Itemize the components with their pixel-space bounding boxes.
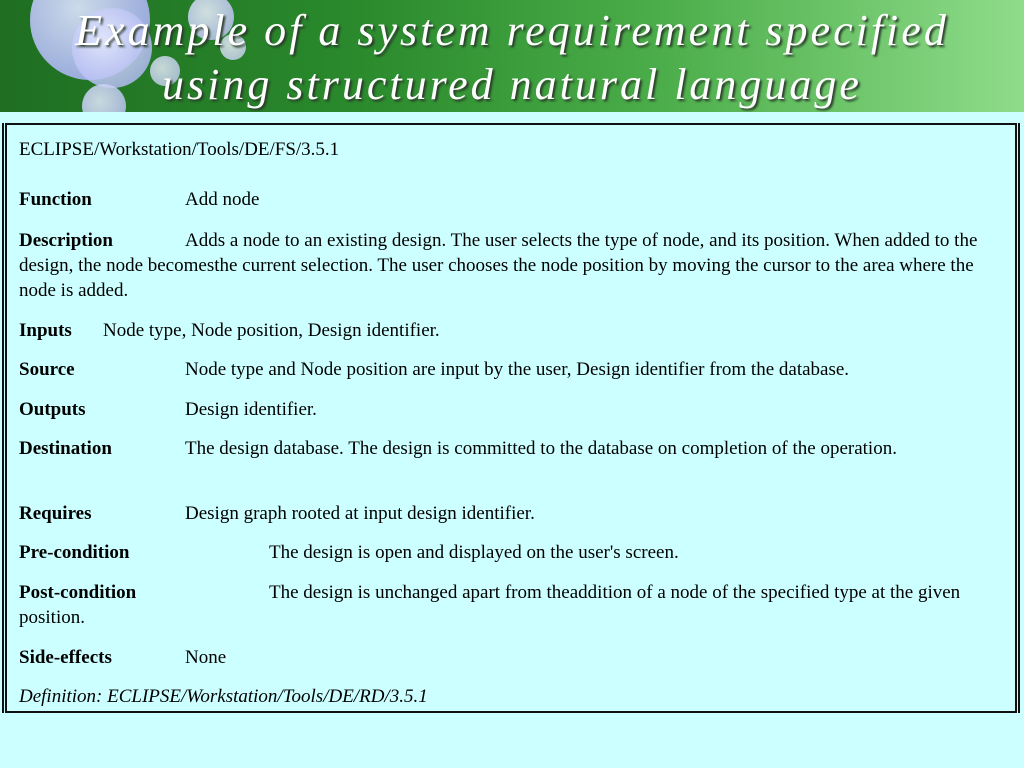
spec-value: Add node [185,189,260,210]
spec-label: Side-effects [19,647,112,668]
title-banner [0,0,1024,112]
spec-id: ECLIPSE/Workstation/Tools/DE/FS/3.5.1 [19,139,340,160]
spec-label: Inputs [19,320,72,341]
spec-label: Requires [19,503,92,524]
spec-label: Function [19,189,92,210]
spec-row-outputs [7,397,1015,422]
spec-value: Design graph rooted at input design identifier. [185,503,535,524]
spec-value: None [185,647,227,668]
spec-label: Pre-condition [19,542,130,563]
spec-label: Destination [19,438,112,459]
spec-value: Node type and Node position are input by the user, Design identifier from the database. [185,359,850,380]
spec-label: Source [19,359,75,380]
spec-row-requires [7,501,1015,526]
spec-row-inputs [7,318,1015,343]
slide-title-line-2: using structured natural language [162,60,862,109]
spec-value: The design is open and displayed on the user's screen. [269,542,679,563]
slide-title [0,4,1024,112]
spec-row-pre-condition [7,540,1015,565]
spec-definition: Definition: ECLIPSE/Workstation/Tools/DE/RD/3.5.1 [19,686,428,707]
spec-row-source [7,357,1015,382]
spec-row-destination [7,436,1015,461]
spec-value: Design identifier. [185,399,317,420]
spec-row-side-effects [7,645,1015,670]
slide-title-line-1: Example of a system requirement specified [75,6,949,55]
spec-row-description [7,228,1015,303]
spec-row-post-condition [7,580,1015,630]
spec-value: The design database. The design is committed to the database on completion of the operation. [185,438,897,459]
spec-value: The design is unchanged apart from theaddition of a node of the specified type at the given position. [19,582,961,628]
spec-value: Adds a node to an existing design. The user selects the type of node, and its position. When added to the design, the node becomesthe current selection. The user chooses the node position by moving the cursor to the area where the node is added. [19,230,978,301]
spec-label: Outputs [19,399,86,420]
spec-row-function [7,187,1015,212]
spec-id-row [7,137,1015,162]
spec-label: Description [19,230,113,251]
spec-value: Node type, Node position, Design identifier. [103,320,440,341]
requirement-spec-table [5,123,1017,713]
spec-definition-row [7,684,1015,709]
spec-label: Post-condition [19,582,137,603]
